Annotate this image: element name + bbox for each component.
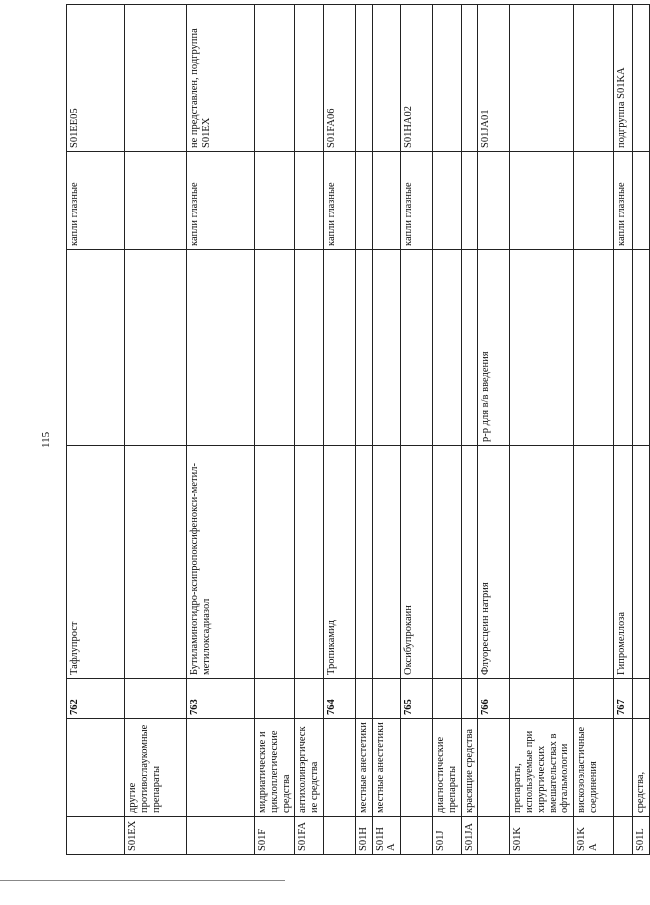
drug-name-cell <box>574 446 614 679</box>
row-number-cell <box>574 679 614 719</box>
drug-name-cell <box>372 446 401 679</box>
atc-code-cell: S01FA <box>295 817 324 855</box>
dosage-form-cell <box>295 152 324 250</box>
footer-rule <box>0 880 285 881</box>
dosage-form-cell <box>125 250 187 446</box>
dosage-form-cell: р-р для в/в введения <box>478 250 510 446</box>
group-name-cell <box>67 719 125 817</box>
group-name-cell <box>401 719 433 817</box>
row-number-cell <box>510 679 574 719</box>
row-number-cell: 765 <box>401 679 433 719</box>
dosage-form-cell <box>614 250 633 446</box>
dosage-form-cell <box>461 250 478 446</box>
atc-code-cell: S01L <box>633 817 650 855</box>
atc-code-cell: S01K <box>510 817 574 855</box>
row-number-cell: 766 <box>478 679 510 719</box>
drug-name-cell: Бутиламиногидро-ксипропоксифенокси-метил-метилоксадиазол <box>187 446 255 679</box>
group-name-cell: средства, <box>633 719 650 817</box>
dosage-form-cell <box>67 250 125 446</box>
dosage-form-cell: капли глазные <box>614 152 633 250</box>
note-cell <box>255 5 295 152</box>
row-number-cell: 764 <box>323 679 355 719</box>
table-row <box>574 5 614 855</box>
drug-name-cell <box>510 446 574 679</box>
drug-name-cell <box>355 446 372 679</box>
dosage-form-cell <box>323 250 355 446</box>
dosage-form-cell <box>633 152 650 250</box>
group-name-cell <box>323 719 355 817</box>
drug-name-cell: Флуоресцеин натрия <box>478 446 510 679</box>
drug-name-cell: Тропикамид <box>323 446 355 679</box>
group-name-cell: местные анестетики <box>355 719 372 817</box>
drug-name-cell <box>461 446 478 679</box>
note-cell <box>633 5 650 152</box>
table-row <box>461 5 478 855</box>
note-cell <box>295 5 324 152</box>
dosage-form-cell <box>510 152 574 250</box>
note-cell: S01HA02 <box>401 5 433 152</box>
dosage-form-cell <box>433 250 462 446</box>
atc-code-cell: S01HA <box>372 817 401 855</box>
rotated-table-container <box>66 5 646 855</box>
drug-name-cell <box>433 446 462 679</box>
table-row <box>255 5 295 855</box>
drug-name-cell <box>125 446 187 679</box>
table-row <box>478 5 510 855</box>
row-number-cell <box>355 679 372 719</box>
group-name-cell: другие противоглаукомные препараты <box>125 719 187 817</box>
dosage-form-cell <box>433 152 462 250</box>
dosage-form-cell <box>510 250 574 446</box>
note-cell <box>510 5 574 152</box>
row-number-cell <box>461 679 478 719</box>
row-number-cell <box>125 679 187 719</box>
note-cell: S01FA06 <box>323 5 355 152</box>
note-cell: не представлен, подгруппа S01EX <box>187 5 255 152</box>
group-name-cell <box>478 719 510 817</box>
group-name-cell: диагностические препараты <box>433 719 462 817</box>
row-number-cell <box>255 679 295 719</box>
drug-name-cell: Тафлупрост <box>67 446 125 679</box>
group-name-cell: вискозоэластичные соединения <box>574 719 614 817</box>
atc-code-cell: S01JA <box>461 817 478 855</box>
group-name-cell: антихолинэргические средства <box>295 719 324 817</box>
note-cell <box>433 5 462 152</box>
atc-code-cell: S01J <box>433 817 462 855</box>
group-name-cell: местные анестетики <box>372 719 401 817</box>
group-name-cell <box>187 719 255 817</box>
note-cell: S01JA01 <box>478 5 510 152</box>
atc-code-cell <box>401 817 433 855</box>
dosage-form-cell: капли глазные <box>401 152 433 250</box>
dosage-form-cell <box>355 152 372 250</box>
atc-code-cell: S01EX <box>125 817 187 855</box>
table-row <box>614 5 633 855</box>
dosage-form-cell: капли глазные <box>67 152 125 250</box>
group-name-cell: мидриатические и циклоплегические средства <box>255 719 295 817</box>
dosage-form-cell <box>478 152 510 250</box>
table-row <box>633 5 650 855</box>
row-number-cell <box>372 679 401 719</box>
atc-code-cell <box>323 817 355 855</box>
dosage-form-cell: капли глазные <box>187 152 255 250</box>
table-row <box>295 5 324 855</box>
group-name-cell: препараты, используемые при хирургических вмешательствах в офтальмологии <box>510 719 574 817</box>
table-row <box>187 5 255 855</box>
note-cell: S01EE05 <box>67 5 125 152</box>
dosage-form-cell <box>401 250 433 446</box>
group-name-cell: красящие средства <box>461 719 478 817</box>
note-cell: подгруппа S01KA <box>614 5 633 152</box>
atc-code-cell <box>187 817 255 855</box>
note-cell <box>461 5 478 152</box>
drug-table <box>66 4 650 855</box>
page-number: 115 <box>40 431 52 448</box>
dosage-form-cell <box>372 250 401 446</box>
drug-name-cell: Гипромеллоза <box>614 446 633 679</box>
table-row <box>510 5 574 855</box>
table-row <box>372 5 401 855</box>
note-cell <box>574 5 614 152</box>
table-row <box>433 5 462 855</box>
drug-name-cell: Оксибупрокаин <box>401 446 433 679</box>
note-cell <box>125 5 187 152</box>
dosage-form-cell <box>461 152 478 250</box>
atc-code-cell <box>478 817 510 855</box>
atc-code-cell <box>67 817 125 855</box>
dosage-form-cell <box>187 250 255 446</box>
dosage-form-cell <box>255 250 295 446</box>
drug-name-cell <box>295 446 324 679</box>
row-number-cell <box>633 679 650 719</box>
dosage-form-cell <box>295 250 324 446</box>
drug-name-cell <box>255 446 295 679</box>
table-row <box>323 5 355 855</box>
table-row <box>67 5 125 855</box>
dosage-form-cell <box>125 152 187 250</box>
dosage-form-cell <box>355 250 372 446</box>
atc-code-cell <box>614 817 633 855</box>
dosage-form-cell <box>372 152 401 250</box>
table-row <box>125 5 187 855</box>
dosage-form-cell: капли глазные <box>323 152 355 250</box>
row-number-cell: 767 <box>614 679 633 719</box>
row-number-cell: 763 <box>187 679 255 719</box>
dosage-form-cell <box>633 250 650 446</box>
row-number-cell <box>433 679 462 719</box>
row-number-cell: 762 <box>67 679 125 719</box>
note-cell <box>355 5 372 152</box>
atc-code-cell: S01H <box>355 817 372 855</box>
table-row <box>355 5 372 855</box>
atc-code-cell: S01KA <box>574 817 614 855</box>
atc-code-cell: S01F <box>255 817 295 855</box>
group-name-cell <box>614 719 633 817</box>
drug-name-cell <box>633 446 650 679</box>
note-cell <box>372 5 401 152</box>
dosage-form-cell <box>574 250 614 446</box>
table-row <box>401 5 433 855</box>
dosage-form-cell <box>574 152 614 250</box>
dosage-form-cell <box>255 152 295 250</box>
row-number-cell <box>295 679 324 719</box>
